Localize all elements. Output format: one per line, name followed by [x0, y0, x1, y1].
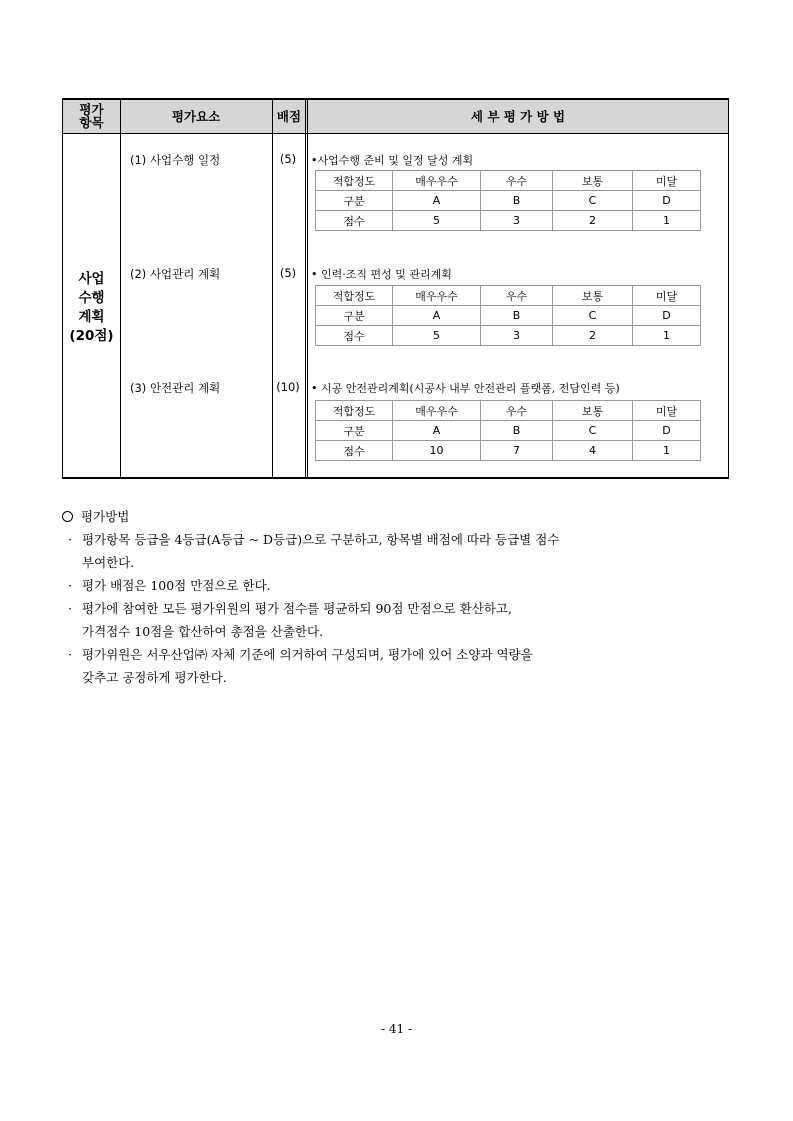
method-item-text: 평가위원은 서우산업㈜ 자체 기준에 의거하여 구성되며, 평가에 있어 소양과 역량을 [82, 647, 533, 662]
grade-letter: C [553, 421, 633, 441]
grade-row-score [316, 211, 701, 231]
grade-letter: A [393, 191, 481, 211]
grade-score: 7 [481, 441, 553, 461]
row-label: 구분 [316, 421, 393, 441]
grade-score: 10 [393, 441, 481, 461]
method-item-text-cont: 가격점수 10점을 합산하여 총점을 산출한다. [82, 624, 324, 639]
row-label: 점수 [316, 211, 393, 231]
method-item [62, 528, 742, 574]
grade-header: 미달 [633, 286, 701, 306]
grade-score: 1 [633, 211, 701, 231]
grade-score: 3 [481, 211, 553, 231]
grade-letter: A [393, 421, 481, 441]
row-label: 구분 [316, 191, 393, 211]
grade-row-class [316, 306, 701, 326]
item-score-safety: (10) [276, 380, 300, 394]
bullet-icon: · [68, 647, 72, 662]
grade-score: 4 [553, 441, 633, 461]
grade-header: 매우우수 [393, 401, 481, 421]
grade-score: 2 [553, 211, 633, 231]
grade-score: 5 [393, 211, 481, 231]
row-label: 적합정도 [316, 171, 393, 191]
method-item [62, 643, 742, 689]
bullet-icon: · [68, 532, 72, 547]
method-item-text: 평가 배점은 100점 만점으로 한다. [82, 578, 271, 593]
grade-score: 2 [553, 326, 633, 346]
item-description-schedule: •사업수행 준비 및 일정 달성 계획 [311, 154, 474, 167]
grade-row-score [316, 326, 701, 346]
method-item-text: 평가에 참여한 모든 평가위원의 평가 점수를 평균하되 90점 만점으로 환산하고, [82, 601, 512, 616]
header-evaluation-element: 평가요소 [171, 108, 221, 124]
row-label: 구분 [316, 306, 393, 326]
grade-header: 보통 [553, 171, 633, 191]
grade-letter: A [393, 306, 481, 326]
grade-table-management [315, 285, 701, 346]
grade-letter: B [481, 306, 553, 326]
method-item [62, 597, 742, 643]
grade-header: 우수 [481, 286, 553, 306]
method-title: 평가방법 [81, 509, 130, 524]
grade-letter: D [633, 191, 701, 211]
item-label-schedule: (1) 사업수행 일정 [130, 153, 221, 167]
row-label: 점수 [316, 326, 393, 346]
item-score-schedule: (5) [279, 152, 297, 166]
grade-row-suitability [316, 171, 701, 191]
grade-table-schedule [315, 170, 701, 231]
method-item-text: 평가항목 등급을 4등급(A등급 ~ D등급)으로 구분하고, 항목별 배점에 따라 등급별 점수 [82, 532, 560, 547]
column-divider [120, 100, 121, 477]
evaluation-table [62, 98, 729, 479]
method-item [62, 574, 742, 597]
row-label: 점수 [316, 441, 393, 461]
grade-letter: C [553, 306, 633, 326]
item-label-safety: (3) 안전관리 계획 [130, 381, 221, 395]
grade-score: 1 [633, 441, 701, 461]
method-item-text-cont: 갖추고 공정하게 평가한다. [82, 670, 227, 685]
header-detailed-method: 세 부 평 가 방 법 [470, 108, 566, 124]
grade-letter: B [481, 191, 553, 211]
circle-bullet-icon [62, 511, 73, 522]
grade-header: 우수 [481, 401, 553, 421]
evaluation-method-section [62, 505, 742, 689]
grade-score: 1 [633, 326, 701, 346]
grade-header: 미달 [633, 401, 701, 421]
category-label: 사업 수행 계획 (20점) [69, 271, 114, 344]
grade-score: 5 [393, 326, 481, 346]
grade-row-class [316, 421, 701, 441]
header-points: 배점 [276, 108, 302, 124]
page-number: - 41 - [380, 1022, 412, 1036]
item-description-safety: • 시공 안전관리계획(시공사 내부 안전관리 플랫폼, 전담인력 등) [311, 382, 620, 395]
grade-letter: B [481, 421, 553, 441]
grade-row-score [316, 441, 701, 461]
method-title-row [62, 505, 742, 528]
row-label: 적합정도 [316, 286, 393, 306]
grade-header: 매우우수 [393, 171, 481, 191]
item-label-management: (2) 사업관리 계획 [130, 267, 221, 281]
grade-header: 미달 [633, 171, 701, 191]
grade-header: 우수 [481, 171, 553, 191]
grade-score: 3 [481, 326, 553, 346]
header-evaluation-item: 평가 항목 [79, 102, 104, 130]
row-label: 적합정도 [316, 401, 393, 421]
item-description-management: • 인력·조직 편성 및 관리계획 [311, 268, 452, 281]
bullet-icon: · [68, 578, 72, 593]
grade-table-safety [315, 400, 701, 461]
item-score-management: (5) [279, 266, 297, 280]
grade-row-suitability [316, 401, 701, 421]
grade-letter: D [633, 421, 701, 441]
method-item-text-cont: 부여한다. [82, 555, 135, 570]
grade-row-class [316, 191, 701, 211]
grade-row-suitability [316, 286, 701, 306]
grade-header: 보통 [553, 286, 633, 306]
grade-header: 매우우수 [393, 286, 481, 306]
bullet-icon: · [68, 601, 72, 616]
grade-letter: C [553, 191, 633, 211]
grade-header: 보통 [553, 401, 633, 421]
grade-letter: D [633, 306, 701, 326]
